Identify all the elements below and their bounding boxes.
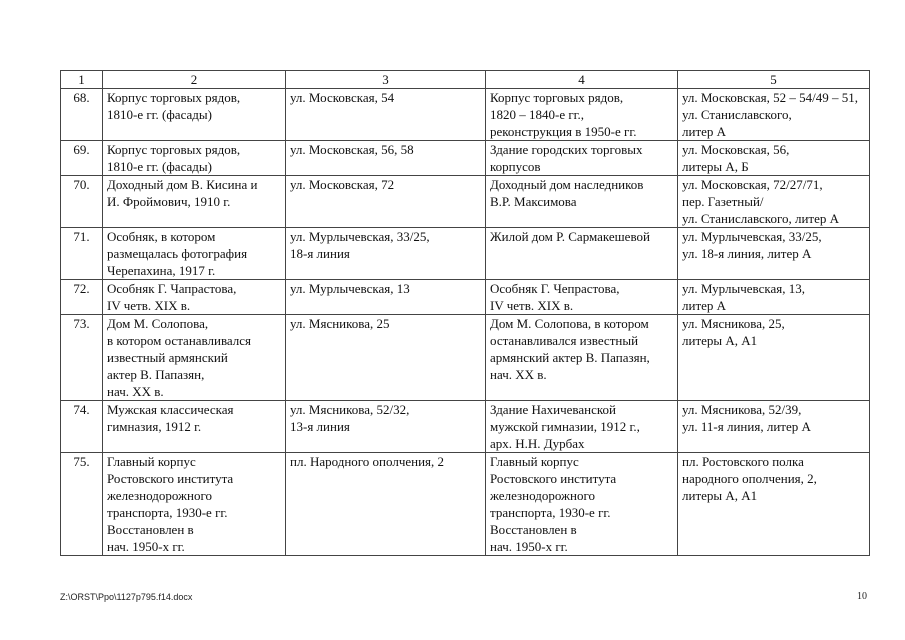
object-name: Особняк Г. Чапрастова, IV четв. XIX в. — [103, 280, 286, 315]
row-number: 68. — [61, 89, 103, 141]
object-name: Особняк, в котором размещалась фотография Черепахина, 1917 г. — [103, 228, 286, 280]
page-number: 10 — [857, 591, 867, 602]
current-name: Здание городских торговых корпусов — [486, 141, 678, 176]
column-header-4: 4 — [486, 71, 678, 89]
table-header-row — [61, 71, 870, 89]
current-name: Дом М. Солопова, в котором останавливался известный армянский актер В. Папазян, нач. XX в. — [486, 315, 678, 401]
row-number: 74. — [61, 401, 103, 453]
table-row — [61, 176, 870, 228]
table-row — [61, 141, 870, 176]
current-name: Здание Нахичеванской мужской гимназии, 1912 г., арх. Н.Н. Дурбах — [486, 401, 678, 453]
object-name: Главный корпус Ростовского института железнодорожного транспорта, 1930-е гг. Восстановлен в нач. 1950-х гг. — [103, 453, 286, 556]
footer-file-path: Z:\ORST\Ppo\1127p795.f14.docx — [60, 592, 193, 602]
row-number: 72. — [61, 280, 103, 315]
current-address: пл. Ростовского полка народного ополчения, 2, литеры А, А1 — [678, 453, 870, 556]
object-address: ул. Московская, 56, 58 — [286, 141, 486, 176]
table-row — [61, 89, 870, 141]
object-address: ул. Мурлычевская, 13 — [286, 280, 486, 315]
column-header-3: 3 — [286, 71, 486, 89]
object-address: ул. Мясникова, 52/32, 13-я линия — [286, 401, 486, 453]
object-name: Корпус торговых рядов, 1810-е гг. (фасады) — [103, 141, 286, 176]
object-address: ул. Мясникова, 25 — [286, 315, 486, 401]
current-address: ул. Мясникова, 25, литеры А, А1 — [678, 315, 870, 401]
object-name: Доходный дом В. Кисина и И. Фроймович, 1910 г. — [103, 176, 286, 228]
object-name: Корпус торговых рядов, 1810-е гг. (фасады) — [103, 89, 286, 141]
row-number: 73. — [61, 315, 103, 401]
row-number: 71. — [61, 228, 103, 280]
object-address: ул. Московская, 54 — [286, 89, 486, 141]
object-name: Мужская классическая гимназия, 1912 г. — [103, 401, 286, 453]
row-number: 70. — [61, 176, 103, 228]
current-address: ул. Московская, 56, литеры А, Б — [678, 141, 870, 176]
current-address: ул. Московская, 52 – 54/49 – 51, ул. Станиславского, литер А — [678, 89, 870, 141]
current-name: Особняк Г. Чепрастова, IV четв. XIX в. — [486, 280, 678, 315]
object-address: ул. Московская, 72 — [286, 176, 486, 228]
row-number: 75. — [61, 453, 103, 556]
table-row — [61, 315, 870, 401]
object-name: Дом М. Солопова, в котором останавливался известный армянский актер В. Папазян, нач. XX в. — [103, 315, 286, 401]
table-row — [61, 401, 870, 453]
row-number: 69. — [61, 141, 103, 176]
current-name: Корпус торговых рядов, 1820 – 1840-е гг., реконструкция в 1950-е гг. — [486, 89, 678, 141]
table-row — [61, 280, 870, 315]
current-address: ул. Мясникова, 52/39, ул. 11-я линия, литер А — [678, 401, 870, 453]
table-row — [61, 453, 870, 556]
current-name: Главный корпус Ростовского института железнодорожного транспорта, 1930-е гг. Восстановлен в нач. 1950-х гг. — [486, 453, 678, 556]
current-address: ул. Мурлычевская, 33/25, ул. 18-я линия, литер А — [678, 228, 870, 280]
current-address: ул. Мурлычевская, 13, литер А — [678, 280, 870, 315]
column-header-2: 2 — [103, 71, 286, 89]
table-row — [61, 228, 870, 280]
column-header-1: 1 — [61, 71, 103, 89]
monuments-table — [60, 70, 870, 556]
column-header-5: 5 — [678, 71, 870, 89]
current-name: Жилой дом Р. Сармакешевой — [486, 228, 678, 280]
object-address: ул. Мурлычевская, 33/25, 18-я линия — [286, 228, 486, 280]
current-address: ул. Московская, 72/27/71, пер. Газетный/ ул. Станиславского, литер А — [678, 176, 870, 228]
object-address: пл. Народного ополчения, 2 — [286, 453, 486, 556]
current-name: Доходный дом наследников В.Р. Максимова — [486, 176, 678, 228]
